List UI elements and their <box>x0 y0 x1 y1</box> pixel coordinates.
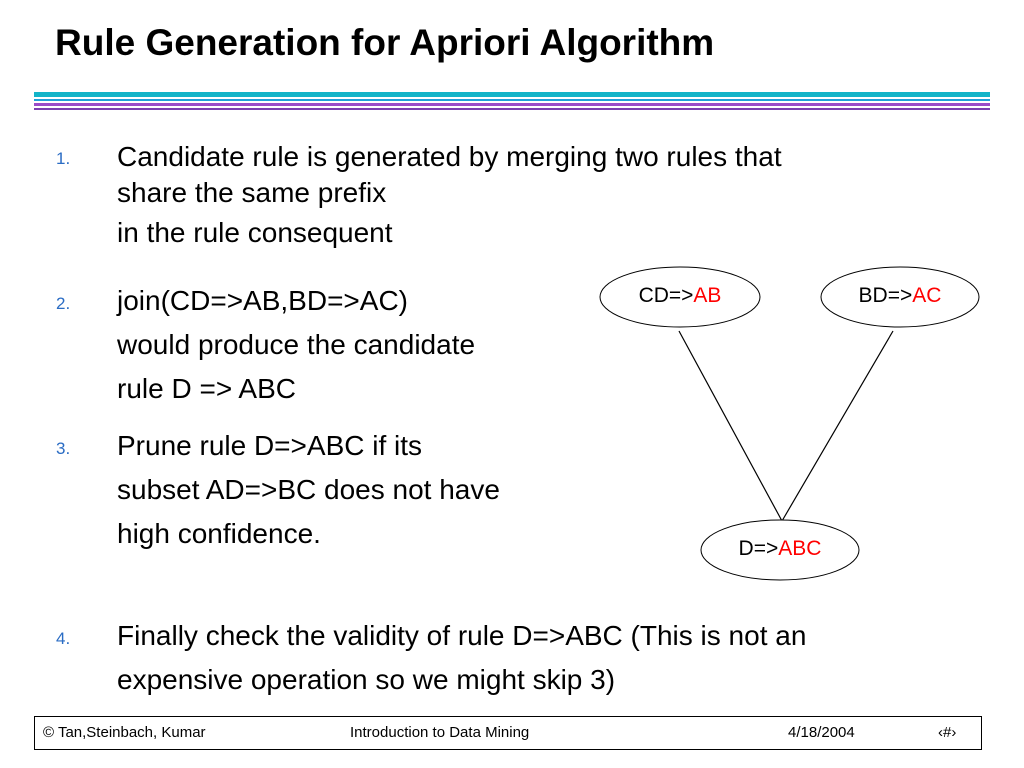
slide-title: Rule Generation for Apriori Algorithm <box>55 22 715 63</box>
footer-date: 4/18/2004 <box>788 724 855 741</box>
item-line: would produce the candidate <box>117 329 476 360</box>
footer-page-number: ‹#› <box>938 724 957 741</box>
edge-left <box>679 331 782 521</box>
node-suffix: AC <box>912 284 942 307</box>
item-line: Candidate rule is generated by merging two rules that <box>117 141 782 172</box>
item-line: Finally check the validity of rule D=>ABC (This is not an <box>117 620 807 651</box>
node-prefix: CD=> <box>638 284 694 307</box>
item-number: 4. <box>56 629 71 648</box>
footer-copyright: © Tan,Steinbach, Kumar <box>43 724 206 741</box>
item-number: 3. <box>56 439 71 458</box>
node-prefix: D=> <box>738 537 779 560</box>
item-number: 2. <box>56 294 71 313</box>
slide-footer <box>34 716 982 750</box>
edge-right <box>782 331 893 521</box>
item-line: Prune rule D=>ABC if its <box>117 430 423 461</box>
node-prefix: BD=> <box>858 284 913 307</box>
footer-course: Introduction to Data Mining <box>350 724 530 741</box>
item-line: rule D => ABC <box>117 373 296 404</box>
node-bottom-label <box>739 537 822 561</box>
node-suffix: AB <box>693 284 722 307</box>
node-left-label <box>639 284 722 308</box>
item-line: share the same prefix <box>117 177 387 208</box>
item-line: subset AD=>BC does not have <box>117 474 500 505</box>
item-line: high confidence. <box>117 518 321 549</box>
node-right-label <box>859 284 942 308</box>
item-line: join(CD=>AB,BD=>AC) <box>117 285 409 316</box>
item-number: 1. <box>56 149 71 168</box>
item-line: expensive operation so we might skip 3) <box>117 664 616 695</box>
node-suffix: ABC <box>778 537 822 560</box>
item-line: in the rule consequent <box>117 217 393 248</box>
